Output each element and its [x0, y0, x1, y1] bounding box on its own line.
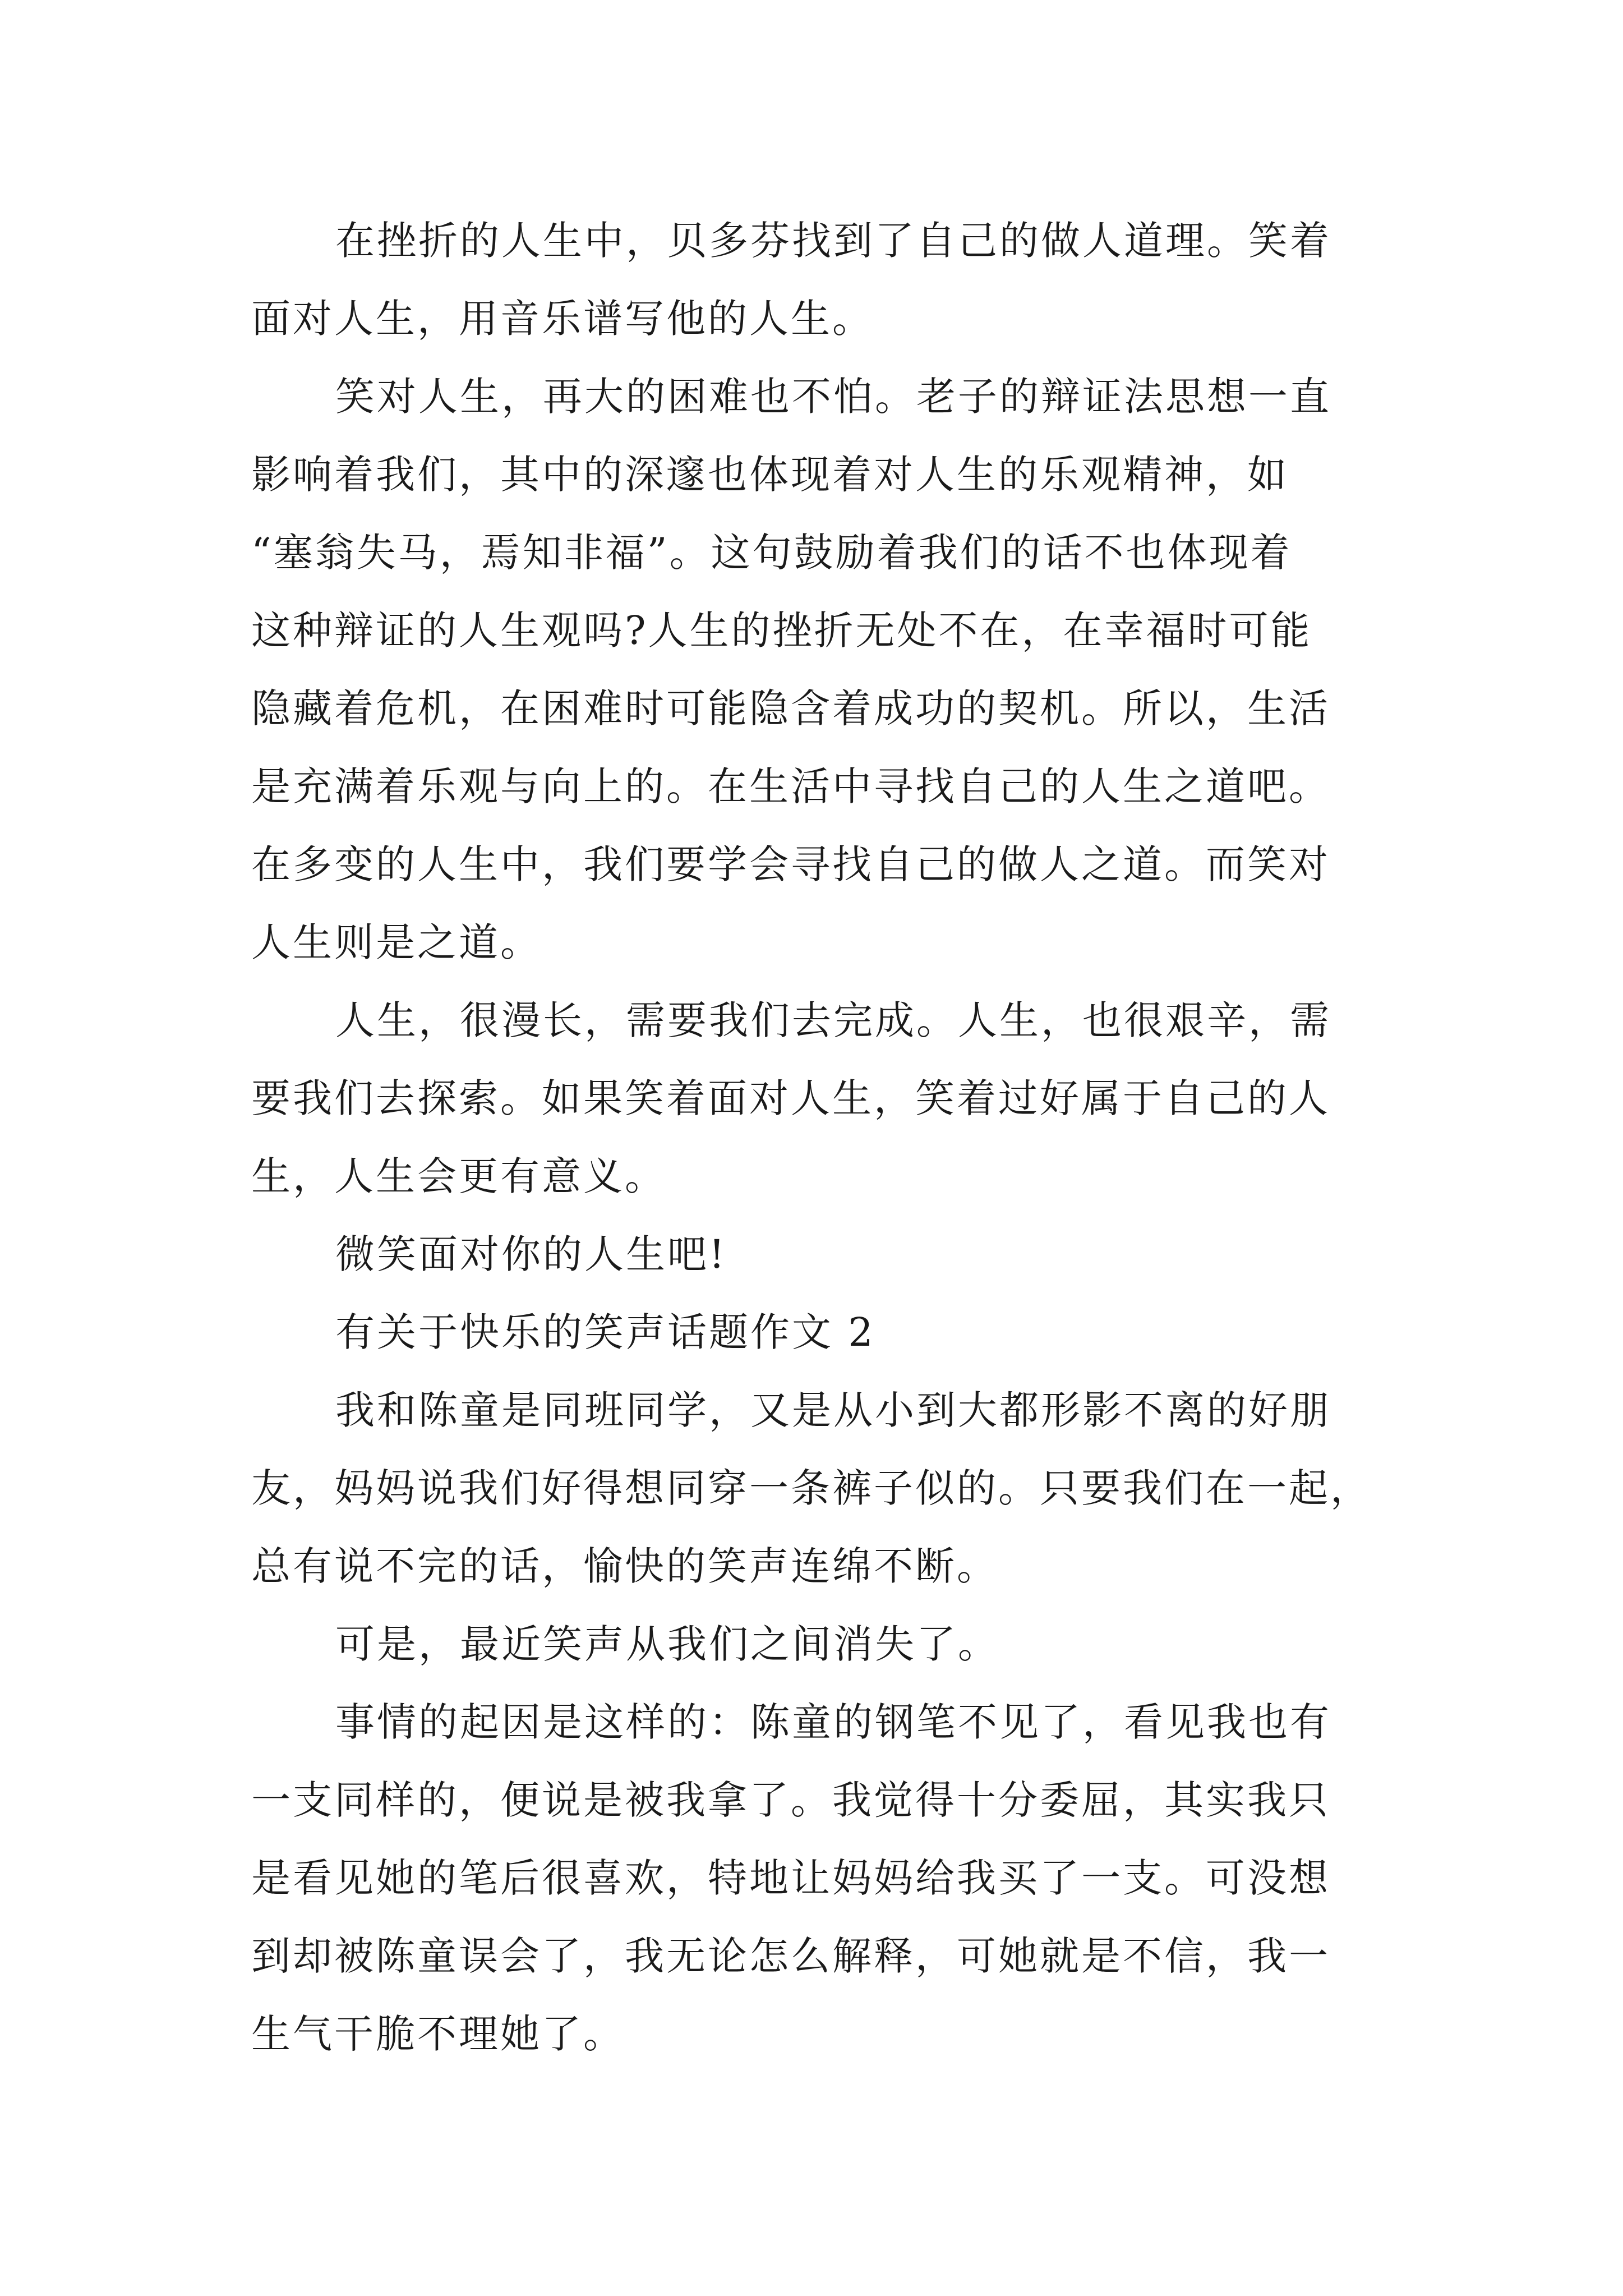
paragraph [251, 1372, 1390, 1605]
text-line: 总有说不完的话，愉快的笑声连绵不断。 [251, 1543, 998, 1589]
text-line: 人生，很漫长，需要我们去完成。人生，也很艰辛，需 [335, 997, 1331, 1043]
text-line: 是看见她的笔后很喜欢，特地让妈妈给我买了一支。可没想 [251, 1855, 1330, 1901]
text-line: 要我们去探索。如果笑着面对人生，笑着过好属于自己的人 [251, 1075, 1330, 1121]
paragraph [251, 358, 1390, 982]
text-line: 这种辩证的人生观吗?人生的挫折无处不在，在幸福时可能 [251, 608, 1312, 654]
paragraph [251, 982, 1390, 1216]
paragraph [251, 202, 1390, 358]
text-line: 在挫折的人生中，贝多芬找到了自己的做人道理。笑着 [335, 218, 1331, 264]
text-line: 生气干脆不理她了。 [251, 2011, 625, 2057]
paragraph [251, 1216, 1390, 1294]
paragraph [251, 1683, 1390, 2073]
section-heading [251, 1294, 1390, 1372]
text-line: 生，人生会更有意义。 [251, 1153, 666, 1199]
document-body [251, 202, 1390, 2073]
text-line: 笑对人生，再大的困难也不怕。老子的辩证法思想一直 [335, 374, 1331, 420]
text-line: 事情的起因是这样的：陈童的钢笔不见了，看见我也有 [335, 1699, 1331, 1745]
text-line: 有关于快乐的笑声话题作文 2 [335, 1309, 875, 1355]
text-line: 人生则是之道。 [251, 919, 542, 965]
paragraph [251, 1605, 1390, 1683]
text-line: 面对人生，用音乐谱写他的人生。 [251, 296, 874, 342]
text-line: 到却被陈童误会了，我无论怎么解释，可她就是不信，我一 [251, 1933, 1330, 1979]
text-line: 一支同样的，便说是被我拿了。我觉得十分委屈，其实我只 [251, 1777, 1330, 1823]
text-line: 友，妈妈说我们好得想同穿一条裤子似的。只要我们在一起， [251, 1465, 1372, 1511]
text-line: 隐藏着危机，在困难时可能隐含着成功的契机。所以，生活 [251, 685, 1330, 731]
text-line: 在多变的人生中，我们要学会寻找自己的做人之道。而笑对 [251, 841, 1330, 887]
text-line: “塞翁失马，焉知非福”。这句鼓励着我们的话不也体现着 [251, 530, 1292, 576]
text-line: 是充满着乐观与向上的。在生活中寻找自己的人生之道吧。 [251, 763, 1330, 809]
text-line: 我和陈童是同班同学，又是从小到大都形影不离的好朋 [335, 1387, 1331, 1433]
text-line: 影响着我们，其中的深邃也体现着对人生的乐观精神，如 [251, 452, 1289, 498]
text-line: 可是，最近笑声从我们之间消失了。 [335, 1621, 999, 1667]
text-line: 微笑面对你的人生吧! [335, 1231, 727, 1277]
